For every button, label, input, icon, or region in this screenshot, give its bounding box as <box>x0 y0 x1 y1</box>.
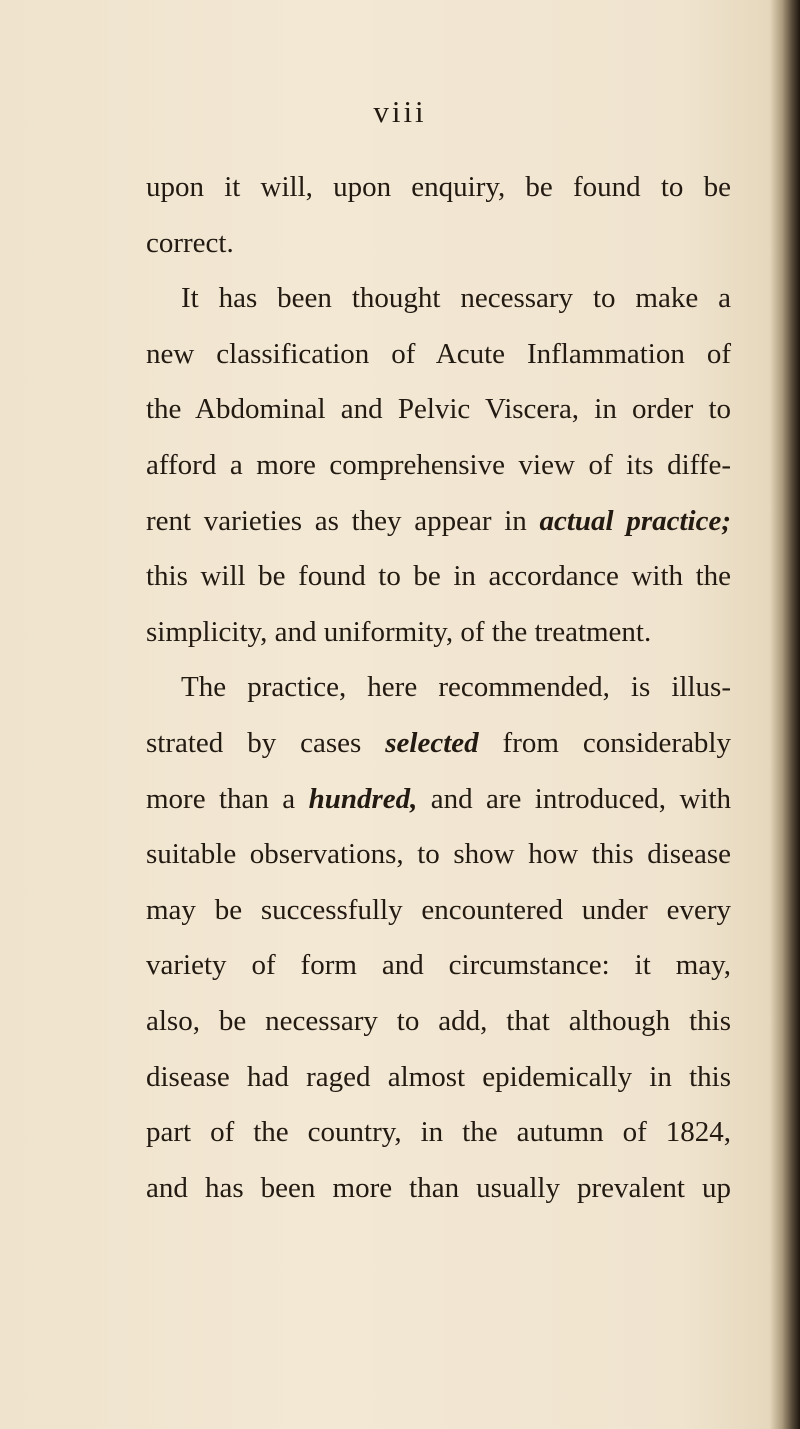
text-line: The practice, here recommended, is illus- <box>181 671 731 704</box>
text-line: suitable observations, to show how this disease <box>146 838 731 871</box>
text-line: correct. <box>146 226 234 259</box>
text-line: also, be necessary to add, that although this <box>146 1004 731 1037</box>
text-line: new classification of Acute Inflammation of <box>146 337 731 370</box>
text-line: may be successfully encountered under every <box>146 893 731 926</box>
text-line: simplicity, and uniformity, of the treatment. <box>146 615 652 648</box>
text-line: upon it will, upon enquiry, be found to be <box>146 171 731 203</box>
text-line: part of the country, in the autumn of 1824, <box>146 1116 731 1149</box>
text-line: variety of form and circumstance: it may, <box>146 949 731 982</box>
text-line: It has been thought necessary to make a <box>181 282 731 315</box>
text-line <box>146 716 731 772</box>
text-line <box>146 772 731 828</box>
text-line: the Abdominal and Pelvic Viscera, in order to <box>146 393 731 426</box>
page-binding-shadow <box>770 0 800 1429</box>
emphasis-text: hundred, <box>308 782 418 815</box>
emphasis-text: selected <box>385 726 479 759</box>
text-line: and has been more than usually prevalent up <box>146 1171 731 1204</box>
page-number: viii <box>373 94 427 129</box>
body-text <box>146 160 731 1216</box>
text-run: rent varieties as they appear in <box>146 504 540 537</box>
text-run: more than a <box>146 782 309 815</box>
text-line: disease had raged almost epidemically in this <box>146 1060 731 1093</box>
text-run: from considerably <box>478 726 731 759</box>
text-line: afford a more comprehensive view of its diffe- <box>146 448 731 481</box>
text-line <box>146 494 731 550</box>
text-run: and are introduced, with <box>417 782 732 815</box>
text-line: this will be found to be in accordance with the <box>146 560 731 593</box>
text-run: strated by cases <box>146 726 386 759</box>
emphasis-text: actual practice; <box>539 504 731 537</box>
